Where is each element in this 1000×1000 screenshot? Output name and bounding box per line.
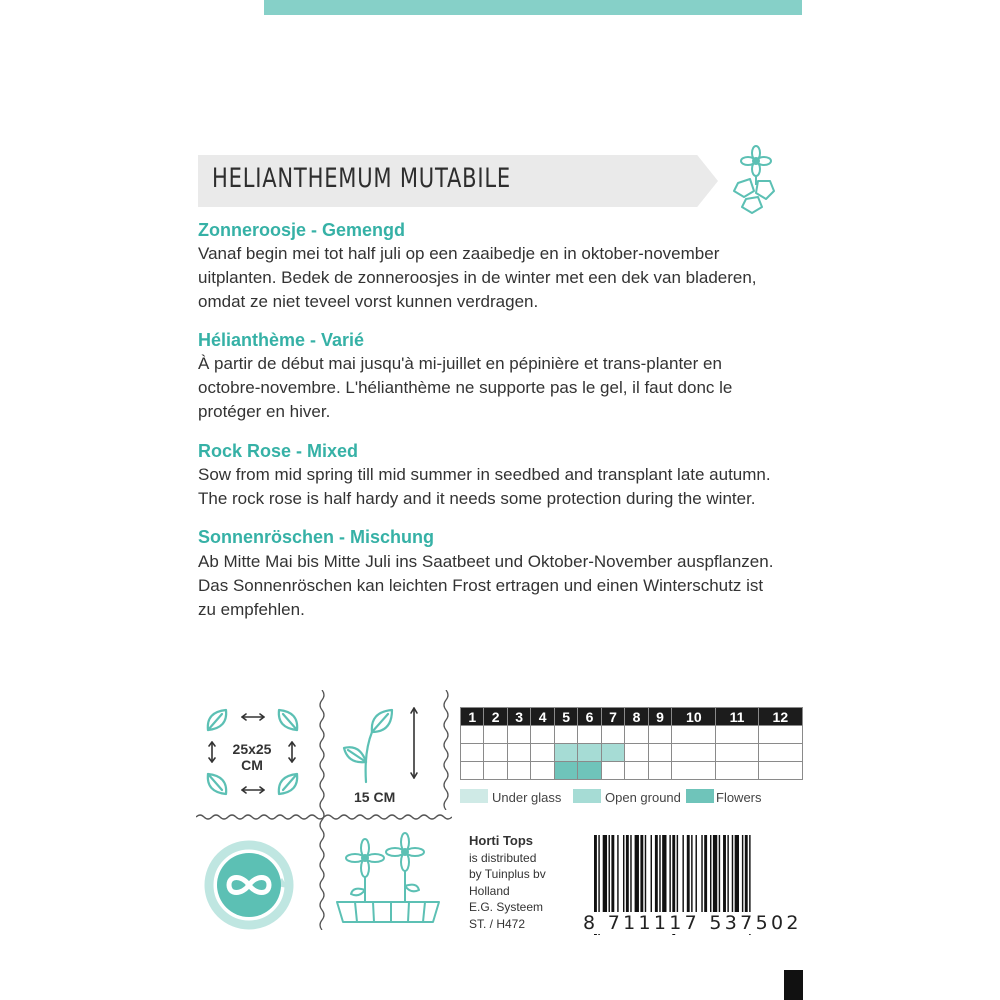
calendar-cell (716, 726, 758, 744)
calendar-cell (554, 744, 577, 762)
section-text-en (198, 463, 802, 511)
calendar-cell (648, 726, 671, 744)
text-line: Sow from mid spring till mid summer in seedbed and transplant late autumn. (198, 465, 771, 484)
barcode-bar (735, 835, 739, 913)
calendar-cell (461, 762, 484, 780)
barcode-bar (662, 835, 666, 913)
calendar-row-under-glass (461, 726, 803, 744)
month-header: 12 (758, 708, 802, 726)
barcode-bar (645, 835, 646, 913)
barcode-bar (635, 835, 639, 913)
barcode-bar (687, 835, 690, 913)
text-line: The rock rose is half hardy and it needs some protection during the winter. (198, 489, 756, 508)
legend-label-under-glass: Under glass (492, 790, 562, 805)
section-text-de (198, 550, 802, 622)
page-title: HELIANTHEMUM MUTABILE (212, 163, 512, 194)
calendar-cell (461, 726, 484, 744)
barcode-bar (651, 835, 652, 913)
calendar-cell (507, 744, 530, 762)
barcode-bar (609, 835, 610, 913)
section-heading-de: Sonnenröschen - Mischung (198, 527, 435, 547)
calendar-cell (716, 744, 758, 762)
calendar-cell (507, 726, 530, 744)
distributor-line: Holland (469, 883, 510, 898)
calendar-cell (461, 744, 484, 762)
seedling-depth-icon (338, 702, 428, 787)
legend-swatch-under-glass (460, 789, 488, 803)
text-line: zu empfehlen. (198, 600, 305, 619)
calendar-month-row (461, 708, 803, 726)
month-header: 5 (554, 708, 577, 726)
calendar-cell (672, 726, 716, 744)
barcode-bar (682, 835, 683, 913)
text-line: Ab Mitte Mai bis Mitte Juli ins Saatbeet und Oktober-November auspflanzen. (198, 552, 774, 571)
barcode-bar (704, 835, 707, 913)
section-heading-nl: Zonneroosje - Gemengd (198, 220, 406, 240)
barcode-bar (696, 835, 697, 913)
calendar-cell (601, 762, 624, 780)
spacing-unit: CM (241, 757, 263, 773)
barcode-bar (640, 835, 643, 913)
month-header: 9 (648, 708, 671, 726)
text-line: protéger en hiver. (198, 402, 331, 421)
calendar-cell (531, 744, 554, 762)
month-header: 6 (578, 708, 601, 726)
barcode-bar (710, 835, 711, 913)
barcode-bar (617, 835, 618, 913)
text-line: octobre-novembre. L'hélianthème ne supporte pas le gel, il faut donc le (198, 378, 733, 397)
month-header: 2 (484, 708, 507, 726)
legend-swatch-open-ground (573, 789, 601, 803)
calendar-cell (625, 762, 648, 780)
calendar-cell (554, 726, 577, 744)
legend-label-flowers: Flowers (716, 790, 762, 805)
barcode-bar (713, 835, 717, 913)
calendar-cell (554, 762, 577, 780)
brand-name: Horti Tops (469, 833, 534, 848)
barcode-bar (719, 835, 720, 913)
barcode-bar (745, 835, 748, 913)
calendar-row-open-ground (461, 744, 803, 762)
barcode-bar (701, 835, 702, 913)
section-heading-en: Rock Rose - Mixed (198, 441, 359, 461)
barcode-bar (742, 835, 743, 913)
wavy-divider-horizontal (196, 812, 452, 822)
calendar-cell (716, 762, 758, 780)
spacing-label (224, 741, 280, 773)
calendar-cell (484, 744, 507, 762)
calendar-cell (758, 726, 802, 744)
month-header: 3 (507, 708, 530, 726)
black-marker-bar (784, 970, 803, 1000)
barcode-bar (691, 835, 692, 913)
calendar-cell (601, 726, 624, 744)
month-header: 1 (461, 708, 484, 726)
calendar-cell (758, 762, 802, 780)
barcode-digits: 8 711117 537502 (583, 912, 802, 934)
flower-hexagon-icon (728, 145, 784, 215)
section-text-nl (198, 242, 802, 314)
barcode-bar (603, 835, 607, 913)
calendar-cell (601, 744, 624, 762)
calendar-cell (625, 744, 648, 762)
calendar-cell (578, 762, 601, 780)
section-text-fr (198, 352, 802, 424)
barcode-bar (655, 835, 658, 913)
depth-label: 15 CM (354, 789, 396, 805)
calendar-cell (531, 726, 554, 744)
legend-label-open-ground: Open ground (605, 790, 681, 805)
distributor-line: E.G. Systeem (469, 900, 544, 914)
distributor-line: by Tuinplus bv (469, 867, 546, 881)
barcode-bar (732, 835, 733, 913)
distributor-line: ST. / H472 (469, 916, 526, 931)
calendar-cell (625, 726, 648, 744)
text-line: À partir de début mai jusqu'à mi-juillet en pépinière et trans-planter en (198, 354, 722, 373)
barcode-bar (677, 835, 678, 913)
text-line: uitplanten. Bedek de zonneroosjes in de winter met een dek van bladeren, (198, 268, 757, 287)
text-line: omdat ze niet teveel vorst kunnen verdragen. (198, 292, 539, 311)
barcode-bar (659, 835, 660, 913)
section-heading-fr: Hélianthème - Varié (198, 330, 365, 350)
calendar-cell (648, 744, 671, 762)
calendar-cell (484, 726, 507, 744)
month-header: 11 (716, 708, 758, 726)
distributor-line: is distributed (469, 850, 537, 865)
text-line: Vanaf begin mei tot half juli op een zaaibedje en in oktober-november (198, 244, 720, 263)
calendar-cell (648, 762, 671, 780)
wavy-divider-vertical-left (316, 690, 328, 930)
wavy-divider-vertical-right (440, 690, 452, 810)
spacing-value: 25x25 (232, 741, 272, 757)
calendar-cell (484, 762, 507, 780)
calendar-cell (672, 762, 716, 780)
month-header: 8 (625, 708, 648, 726)
calendar-cell (507, 762, 530, 780)
barcode-bar (611, 835, 614, 913)
barcode-bar (630, 835, 631, 913)
calendar-cell (758, 744, 802, 762)
top-accent-bar (264, 0, 802, 15)
seed-tray-flowers-icon (333, 830, 443, 930)
text-line: Das Sonnenröschen kan leichten Frost ertragen und einen Winterschutz ist (198, 576, 764, 595)
calendar-cell (578, 726, 601, 744)
barcode-bar (623, 835, 624, 913)
month-header: 7 (601, 708, 624, 726)
month-header: 10 (672, 708, 716, 726)
month-header: 4 (531, 708, 554, 726)
calendar-cell (531, 762, 554, 780)
calendar-cell (672, 744, 716, 762)
barcode-bar (669, 835, 670, 913)
distributor-info (469, 833, 546, 932)
barcode-bar (723, 835, 726, 913)
infinity-icon (202, 838, 296, 932)
sowing-calendar (460, 707, 803, 780)
legend-swatch-flowers (686, 789, 714, 803)
calendar-row-flowers (461, 762, 803, 780)
barcode-bar (727, 835, 728, 913)
barcode-bar (626, 835, 629, 913)
calendar-cell (578, 744, 601, 762)
